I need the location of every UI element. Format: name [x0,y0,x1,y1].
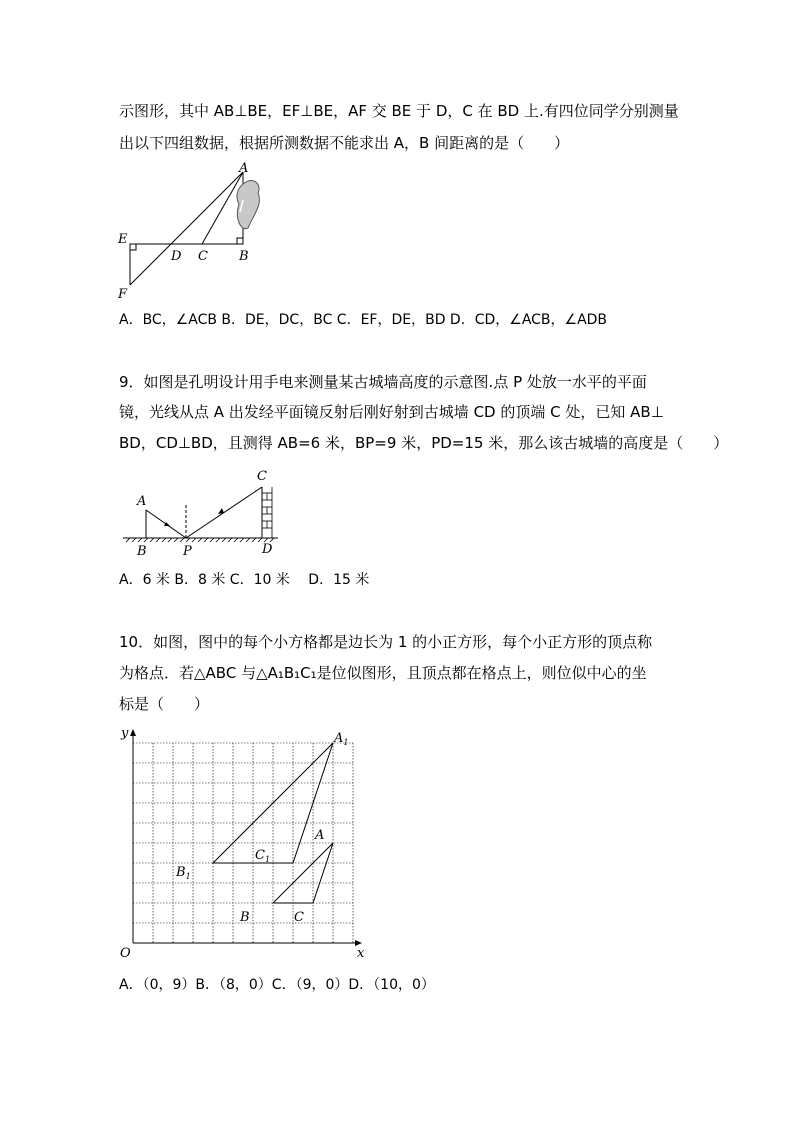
label-B: B [239,249,249,264]
label-D: D [171,249,182,264]
rock-shape [237,180,259,228]
arrow-incident [164,522,170,526]
label-x: x [357,946,365,961]
q10-text-line1: 10．如图，图中的每个小方格都是边长为 1 的小正方形，每个小正方形的顶点称 [119,633,653,651]
label-C: C [294,910,304,925]
brick-wall [262,487,272,538]
q8-figure [110,160,280,305]
q8-text-line2: 出以下四组数据，根据所测数据不能求出 A，B 间距离的是（ ） [119,134,570,152]
label-O: O [120,946,131,961]
right-angle-B [237,238,243,244]
q10-text-line2: 为格点．若△ABC 与△A₁B₁C₁是位似图形，且顶点都在格点上，则位似中心的坐 [119,664,647,682]
label-A: A [315,828,325,843]
label-C: C [257,469,267,484]
segment-PC [186,487,262,538]
triangle-ABC [273,843,333,903]
y-axis-arrow [130,729,136,736]
arrow-reflected [218,508,224,514]
q8-options: A．BC，∠ACB B．DE，DC，BC C．EF，DE，BD D．CD，∠ACB，∠ADB [119,312,608,328]
label-F: F [118,287,128,302]
q9-figure [118,465,288,560]
label-A: A [137,494,147,509]
segment-AC [202,172,243,244]
label-B: B [240,910,250,925]
label-y: y [121,726,129,741]
right-angle-E [130,244,136,250]
q9-options: A．6 米 B．8 米 C．10 米 D．15 米 [119,572,370,588]
q9-text-line3: BD，CD⊥BD，且测得 AB=6 米，BP=9 米，PD=15 米，那么该古城墙的高度是（ ） [119,434,729,452]
segment-AF [130,172,243,285]
label-D: D [262,542,273,557]
ground-hatching [126,538,274,542]
label-A1: $A_1$ [334,731,349,747]
label-C: C [198,249,208,264]
label-C1: $C_1$ [255,848,271,864]
label-E: E [118,232,128,247]
q8-text-line1: 示图形，其中 AB⊥BE，EF⊥BE，AF 交 BE 于 D，C 在 BD 上.有四位同学分别测量 [119,102,679,120]
label-A: A [239,161,249,176]
q9-text-line2: 镜，光线从点 A 出发经平面镜反射后刚好射到古城墙 CD 的顶端 C 处，已知 AB⊥ [119,403,664,421]
label-B: B [137,544,147,559]
label-B1: $B_1$ [176,865,191,881]
q10-figure [110,725,370,965]
q10-text-line3: 标是（ ） [119,695,210,713]
label-P: P [183,544,192,559]
q9-text-line1: 9．如图是孔明设计用手电来测量某古城墙高度的示意图.点 P 处放一水平的平面 [119,373,647,391]
q10-options: A．（0，9）B．（8，0）C．（9，0）D．（10，0） [119,977,435,993]
